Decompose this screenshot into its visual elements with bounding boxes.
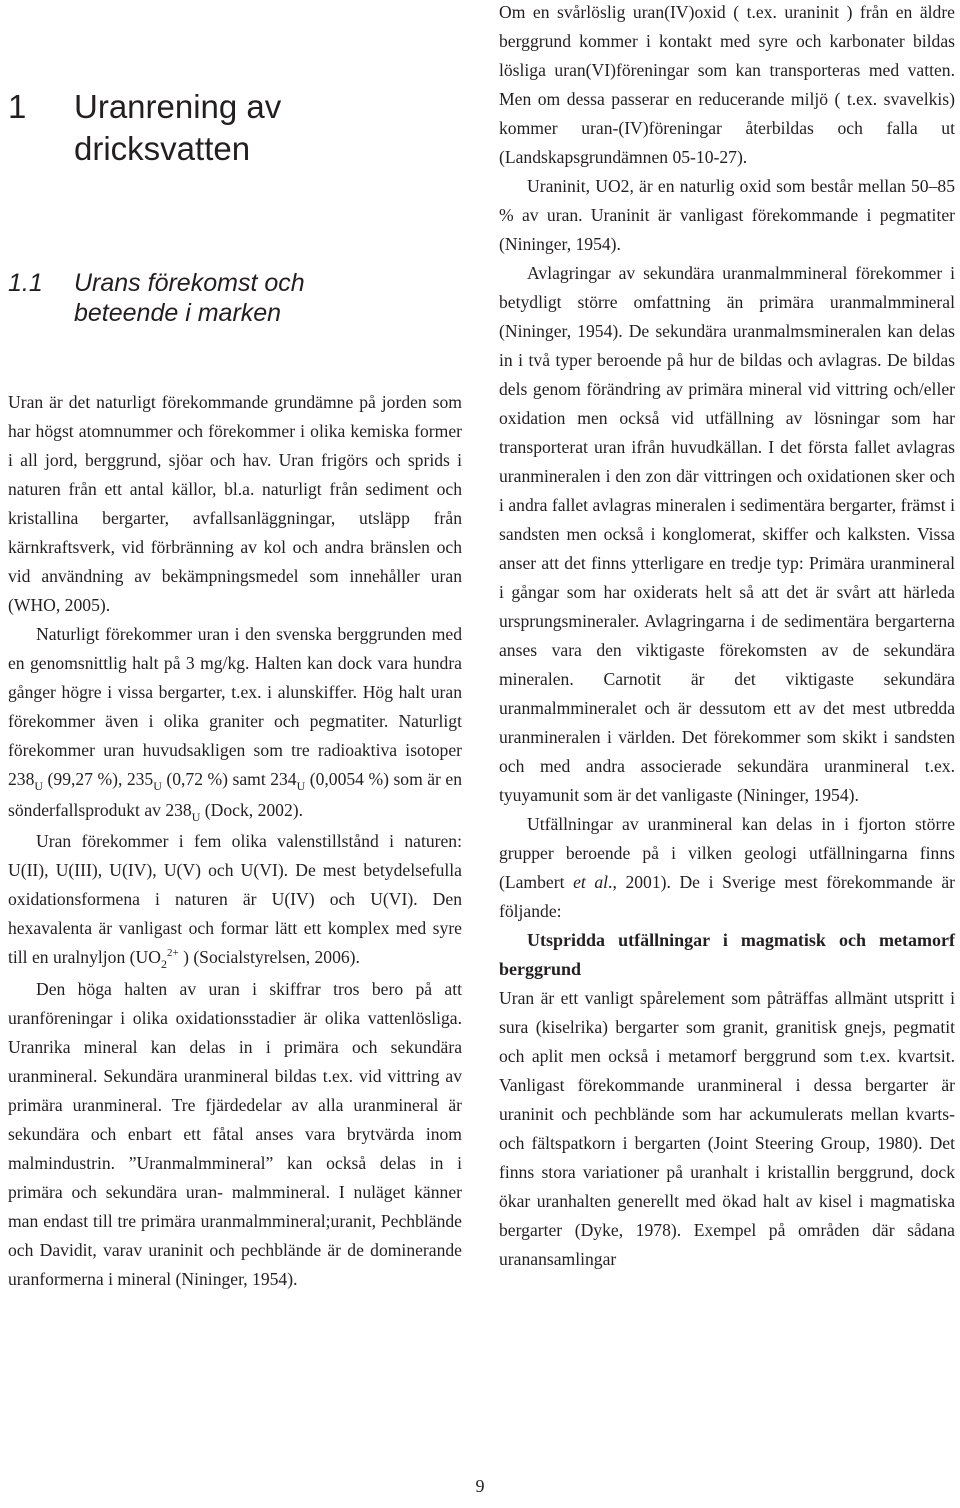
paragraph: Den höga halten av uran i skiffrar tros bero på att uranföreningar i olika oxidationsstadier är olika vattenlösliga. Uranrika mineral kan delas in i primära och sekundära uranmineral. Sekundära uranmineral bildas t.ex. vid vittring av primära uranmineral. Tre fjärdedelar av alla uranmineral är sekundära och enbart ett fåtal anses vara brytvärda inom malmindustrin. ”Uranmalmmineral” kan också delas in i primära och sekundära uran- malmmineral. I nuläget känner man endast till tre primära uranmalmmineral;uranit, Pechblände och Davidit, varav uraninit och pechblände är de dominerande uranformerna i mineral (Nininger, 1954). <box>8 979 462 1289</box>
subscript: 2 <box>160 957 167 971</box>
paragraph: Uran är det naturligt förekommande grundämne på jorden som har högst atomnummer och förekommer i olika kemiska former i all jord, berggrund, sjöar och hav. Uran frigörs och sprids i naturen från ett antal källor, bl.a. naturligt från sediment och kristallina bergarter, avfallsanläggningar, utsläpp från kärnkraftsverk, vid förbränning av kol och andra bränslen och vid användning av bekämpningsmedel som innehåller uran (WHO, 2005). <box>8 392 462 615</box>
subscript: U <box>34 779 44 793</box>
subscript: U <box>191 810 201 824</box>
subheading: Utspridda utfällningar i magmatisk och metamorf berggrund <box>499 930 955 979</box>
subscript: U <box>153 779 162 793</box>
paragraph: Utfällningar av uranmineral kan delas in i fjorton större grupper beroende på i vilken geologi utfällningarna finns (Lambert et al., 2001). De i Sverige mest förekommande är följande: <box>499 814 956 921</box>
paragraph: Uran förekommer i fem olika valenstillstånd i naturen: U(II), U(III), U(IV), U(V) och U(VI). De mest betydelsefulla oxidationsformena i naturen är U(IV) och U(VI). Den hexavalenta är vanligast och formar lätt ett komplex med syre till en uralnyljon ($UO_2^{2+}$ ) (Socialstyrelsen, 2006). <box>8 831 462 971</box>
section-title: Urans förekomst och beteende i marken <box>74 269 305 327</box>
section-number: 1.1 <box>8 269 43 297</box>
chapter-title: Uranrening av dricksvatten <box>74 88 282 167</box>
emphasis: et al <box>573 872 609 892</box>
subscript: U <box>296 779 306 793</box>
paragraph: Uraninit, UO2, är en naturlig oxid som består mellan 50–85 % av uran. Uraninit är vanligast förekommande i pegmatiter (Nininger, 1954). <box>499 176 955 254</box>
left-column <box>8 388 462 1294</box>
chapter-number: 1 <box>8 88 27 125</box>
paragraph: Uran är ett vanligt spårelement som påträffas allmänt utspritt i sura (kiselrika) bergarter som granit, granitisk gnejs, pegmatit och aplit men också i metamorf berggrund som t.ex. kvartsit. Vanligast förekommande uranmineral i dessa bergarter är uraninit och pechblände som har ackumulerats mellan kvarts- och fältspatkorn i bergarten (Joint Steering Group, 1980). Det finns stora variationer på uranhalt i kristallin berggrund, dock ökar uranhalten generellt med ökad halt av kisel i magmatiska bergarter (Dyke, 1978). Exempel på områden där sådana uranansamlingar <box>499 988 955 1269</box>
paragraph: Om en svårlöslig uran(IV)oxid ( t.ex. uraninit ) från en äldre berggrund kommer i kontakt med syre och karbonater bildas lösliga uran(VI)föreningar som kan transporteras med vatten. Men om dessa passerar en reducerande miljö ( t.ex. svavelkis) kommer uran-(IV)föreningar återbildas och falla ut (Landskapsgrundämnen 05-10-27). <box>499 2 955 167</box>
superscript: 2+ <box>166 947 179 959</box>
right-column <box>499 0 955 1274</box>
paragraph: Naturligt förekommer uran i den svenska berggrunden med en genomsnittlig halt på 3 mg/kg. Halten kan dock vara hundra gånger högre i vissa bergarter, t.ex. i alunskiffer. Hög halt uran förekommer även i olika graniter och pegmatiter. Naturligt förekommer uran huvudsakligen som tre radioaktiva isotoper $238_U$ (99,27 %), $235_U$ (0,72 %) samt $234_U$ (0,0054 %) som är en sönderfallsprodukt av $238_U$ (Dock, 2002). <box>8 624 462 824</box>
page-number: 9 <box>475 1476 485 1496</box>
paragraph: Avlagringar av sekundära uranmalmmineral förekommer i betydligt större omfattning än primära uranmalmmineral (Nininger, 1954). De sekundära uranmalmsmineralen kan delas in i två typer beroende på hur de bildas och avlagras. De bildas dels genom förändring av primära mineral vid vittring och/eller oxidation men också vid utfällning av lösningar som har transporterat uran ifrån huvudkällan. I det första fallet avlagras uranmineralen i den zon där vittringen och oxidationen sker och i andra fallet avlagras mineralen i sedimentära bergarter, främst i sandsten men också i konglomerat, skiffer och kalksten. Vissa anser att det finns ytterligare en tredje typ: Primära uranmineral i gångar som har oxiderats helt så att det är svårt att härleda ursprungsmineraler. Avlagringarna i de sedimentära bergarterna anses vara den viktigaste förekomsten av de sekundära mineralen. Carnotit är det viktigaste sekundära uranmalmmineralet och är dessutom ett av det mest utbredda uranmineralen i världen. Det förekommer som skikt i sandsten och med andra associerade sekundära uranmineral t.ex. tyuyamunit som är det vanligaste (Nininger, 1954). <box>499 263 955 805</box>
